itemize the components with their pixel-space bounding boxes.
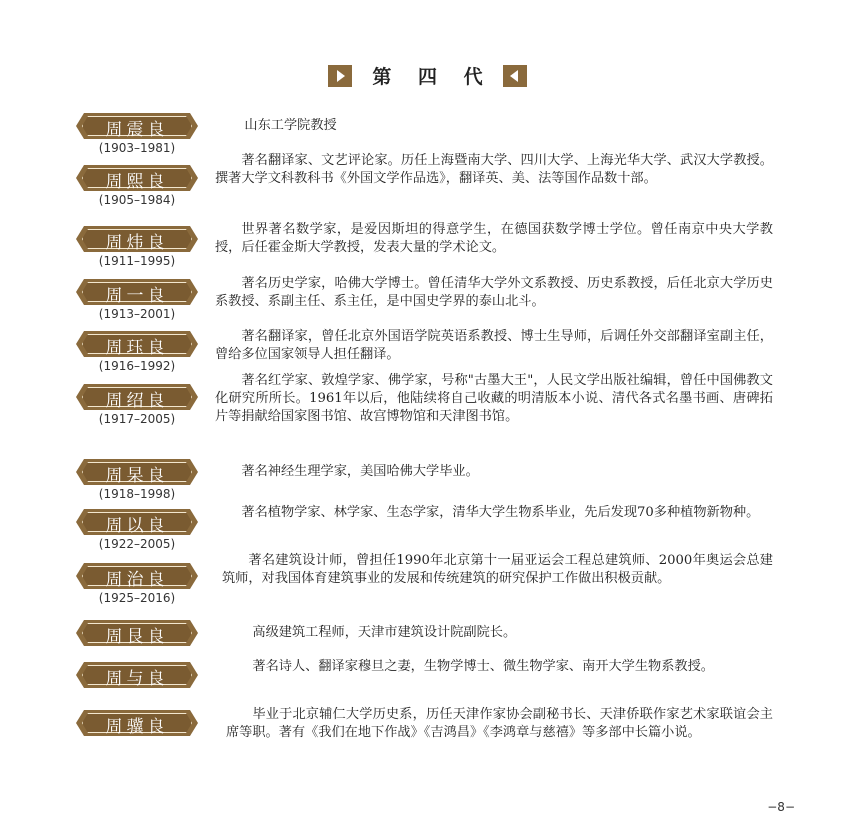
name-badge — [76, 226, 198, 252]
name-badge — [76, 662, 198, 688]
person-dates: (1918–1998) — [98, 487, 176, 501]
person-dates: (1903–1981) — [98, 141, 176, 155]
person-dates: (1925–2016) — [98, 591, 176, 605]
person-name: 周一良 — [105, 286, 169, 306]
person-bio: 著名红学家、敦煌学家、佛学家，号称"古墨大王"，人民文学出版社编辑，曾任中国佛教文化研究所所长。1961年以后，他陆续将自己收藏的明清版本小说、清代各式名墨书画、唐碑拓片等捐献给国家图书馆、故宫博物馆和天津图书馆。 — [215, 373, 773, 424]
person-dates: (1913–2001) — [98, 307, 176, 321]
name-badge — [76, 113, 198, 139]
name-badge — [76, 710, 198, 736]
person-bio: 著名翻译家，曾任北京外国语学院英语系教授、博士生导师，后调任外交部翻译室副主任，曾给多位国家领导人担任翻译。 — [215, 329, 773, 362]
person-dates: (1916–1992) — [98, 359, 176, 373]
person-name: 周治良 — [105, 570, 169, 590]
person-dates: (1922–2005) — [98, 537, 176, 551]
section-title-text: 第 四 代 — [372, 66, 493, 88]
person-bio: 世界著名数学家，是爱因斯坦的得意学生，在德国获数学博士学位。曾任南京中央大学教授，后任霍金斯大学教授，发表大量的学术论文。 — [215, 222, 773, 255]
person-bio: 著名植物学家、林学家、生态学家，清华大学生物系毕业，先后发现70多种植物新物种。 — [241, 505, 760, 520]
person-bio: 山东工学院教授 — [244, 118, 337, 133]
arrow-right-icon — [328, 65, 352, 87]
name-badge — [76, 509, 198, 535]
person-bio: 毕业于北京辅仁大学历史系，历任天津作家协会副秘书长、天津侨联作家艺术家联谊会主席等职。著有《我们在地下作战》《吉鸿昌》《李鸿章与慈禧》等多部中长篇小说。 — [226, 707, 773, 740]
person-name: 周熙良 — [105, 172, 169, 192]
person-name: 周绍良 — [105, 391, 169, 411]
name-badge — [76, 563, 198, 589]
person-dates: (1905–1984) — [98, 193, 176, 207]
person-dates: (1917–2005) — [98, 412, 176, 426]
person-bio: 著名诗人、翻译家穆旦之妻，生物学博士、微生物学家、南开大学生物系教授。 — [252, 659, 714, 674]
person-bio: 著名翻译家、文艺评论家。历任上海暨南大学、四川大学、上海光华大学、武汉大学教授。撰著大学文科教科书《外国文学作品选》，翻译英、美、法等国作品数十部。 — [215, 153, 773, 186]
person-name: 周与良 — [105, 669, 169, 689]
section-title — [0, 62, 855, 91]
person-name: 周珏良 — [105, 338, 169, 358]
name-badge — [76, 279, 198, 305]
name-badge — [76, 459, 198, 485]
name-badge — [76, 331, 198, 357]
person-bio: 著名建筑设计师，曾担任1990年北京第十一届亚运会工程总建筑师、2000年奥运会总建筑师，对我国体育建筑事业的发展和传统建筑的研究保护工作做出积极贡献。 — [222, 553, 773, 586]
person-name: 周震良 — [105, 120, 169, 140]
name-badge — [76, 620, 198, 646]
name-badge — [76, 165, 198, 191]
person-name: 周以良 — [105, 516, 169, 536]
person-name: 周炜良 — [105, 233, 169, 253]
person-bio: 高级建筑工程师，天津市建筑设计院副院长。 — [252, 625, 517, 640]
person-bio: 著名历史学家，哈佛大学博士。曾任清华大学外文系教授、历史系教授，后任北京大学历史系教授、系副主任、系主任，是中国史学界的泰山北斗。 — [215, 276, 773, 309]
person-name: 周骥良 — [105, 717, 169, 737]
person-bio: 著名神经生理学家，美国哈佛大学毕业。 — [241, 464, 479, 479]
person-dates: (1911–1995) — [98, 254, 176, 268]
arrow-left-icon — [503, 65, 527, 87]
name-badge — [76, 384, 198, 410]
person-name: 周艮良 — [105, 627, 169, 647]
page-number: −8− — [767, 800, 795, 814]
person-name: 周杲良 — [105, 466, 169, 486]
